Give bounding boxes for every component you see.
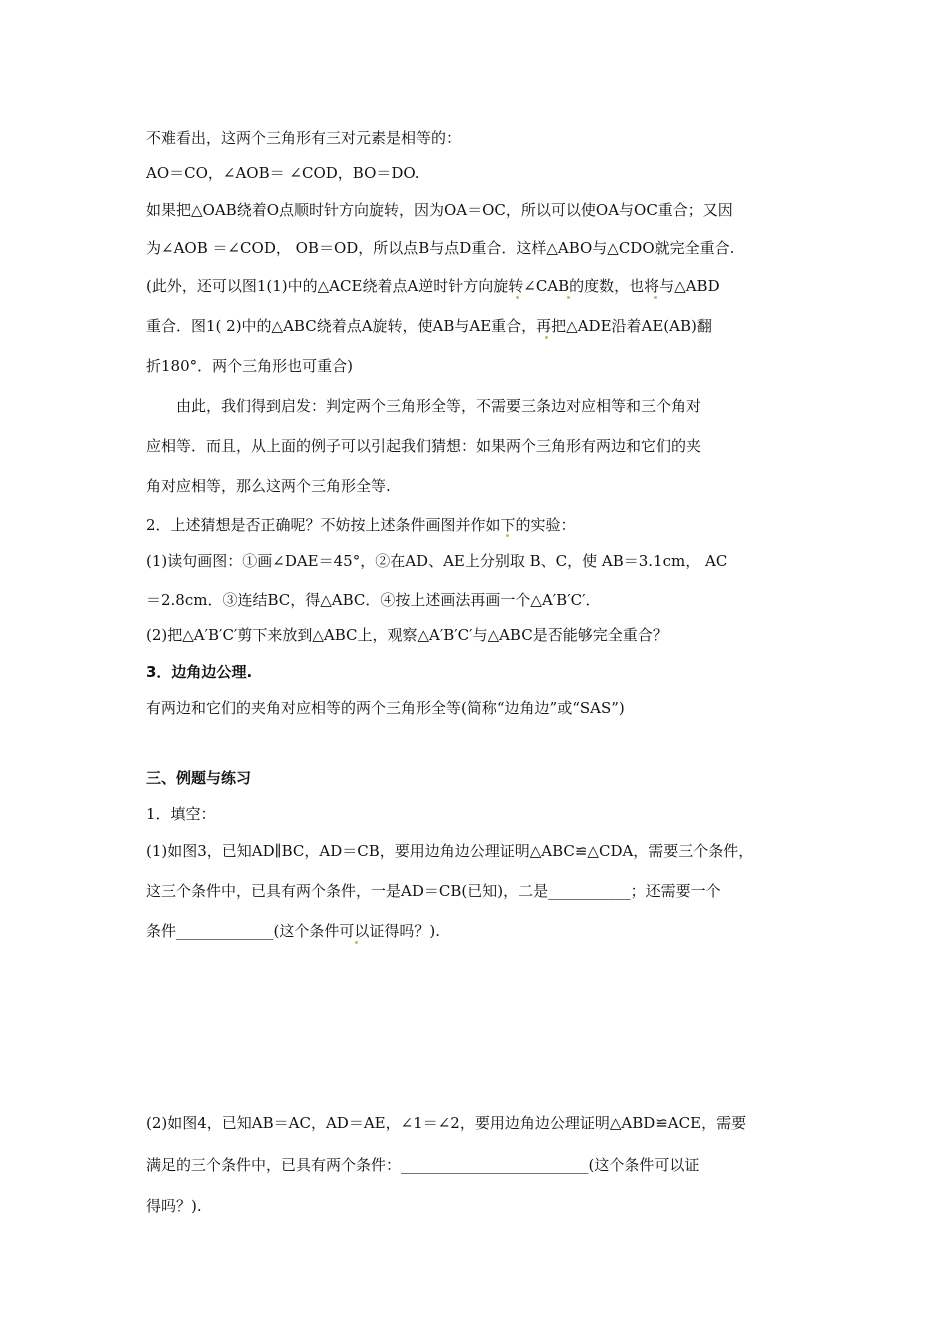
question-1-2-line-1: (2)如图4，已知AB＝AC，AD＝AE，∠1＝∠2，要用边角边公理证明△ABD≌ACE，需要 xyxy=(146,1114,747,1132)
intro-line-3: 如果把△OAB绕着O点顺时针方向旋转，因为OA＝OC，所以可以使OA与OC重合；又因 xyxy=(146,201,733,219)
question-1-label: 1．填空： xyxy=(146,805,216,823)
scan-dot xyxy=(506,534,509,537)
scan-dot xyxy=(567,296,570,299)
experiment-line-4: (2)把△A′B′C′剪下来放到△ABC上，观察△A′B′C′与△ABC是否能够完全重合？ xyxy=(146,626,668,644)
intro-line-6: 重合．图1( 2)中的△ABC绕着点A旋转，使AB与AE重合，再把△ADE沿着AE(AB)翻 xyxy=(146,317,712,335)
scan-dot xyxy=(516,296,519,299)
question-1-1-line-1: (1)如图3，已知AD∥BC，AD＝CB，要用边角边公理证明△ABC≌△CDA，需要三个条件， xyxy=(146,842,754,860)
intro-line-7: 折180°．两个三角形也可重合) xyxy=(146,357,353,375)
question-1-2-line-3: 得吗？). xyxy=(146,1197,202,1215)
question-1-1-line-2: 这三个条件中，已具有两个条件，一是AD＝CB(已知)，二是___________；还需要一个 xyxy=(146,882,721,900)
scan-dot xyxy=(355,941,358,944)
intro-line-2: AO＝CO，∠AOB＝ ∠COD，BO＝DO. xyxy=(146,164,420,182)
question-1-2-line-2: 满足的三个条件中，已具有两个条件：_________________________(这个条件可以证 xyxy=(146,1156,700,1174)
experiment-line-1: 2．上述猜想是否正确呢？不妨按上述条件画图并作如下的实验： xyxy=(146,516,576,534)
intro-line-5: (此外，还可以图1(1)中的△ACE绕着点A逆时针方向旋转∠CAB的度数，也将与△ABD xyxy=(146,277,720,295)
inspiration-line-3: 角对应相等，那么这两个三角形全等. xyxy=(146,477,391,495)
scan-dot xyxy=(654,296,657,299)
question-1-1-line-3: 条件_____________(这个条件可以证得吗？). xyxy=(146,922,440,940)
inspiration-line-1: 由此，我们得到启发：判定两个三角形全等，不需要三条边对应相等和三个角对 xyxy=(176,397,702,415)
experiment-line-2: (1)读句画图：①画∠DAE＝45°，②在AD、AE上分别取 B、C，使 AB＝3.1cm， AC xyxy=(146,552,728,570)
scan-dot xyxy=(545,336,548,339)
inspiration-line-2: 应相等．而且，从上面的例子可以引起我们猜想：如果两个三角形有两边和它们的夹 xyxy=(146,437,702,455)
intro-line-4: 为∠AOB ＝∠COD， OB＝OD，所以点B与点D重合．这样△ABO与△CDO就完全重合. xyxy=(146,239,735,257)
axiom-heading: 3．边角边公理. xyxy=(146,663,253,681)
axiom-text: 有两边和它们的夹角对应相等的两个三角形全等(简称“边角边”或“SAS”) xyxy=(146,699,625,717)
experiment-line-3: ＝2.8cm．③连结BC，得△ABC．④按上述画法再画一个△A′B′C′． xyxy=(146,591,601,609)
section-3-heading: 三、例题与练习 xyxy=(146,769,252,787)
intro-line-1: 不难看出，这两个三角形有三对元素是相等的： xyxy=(146,129,462,147)
